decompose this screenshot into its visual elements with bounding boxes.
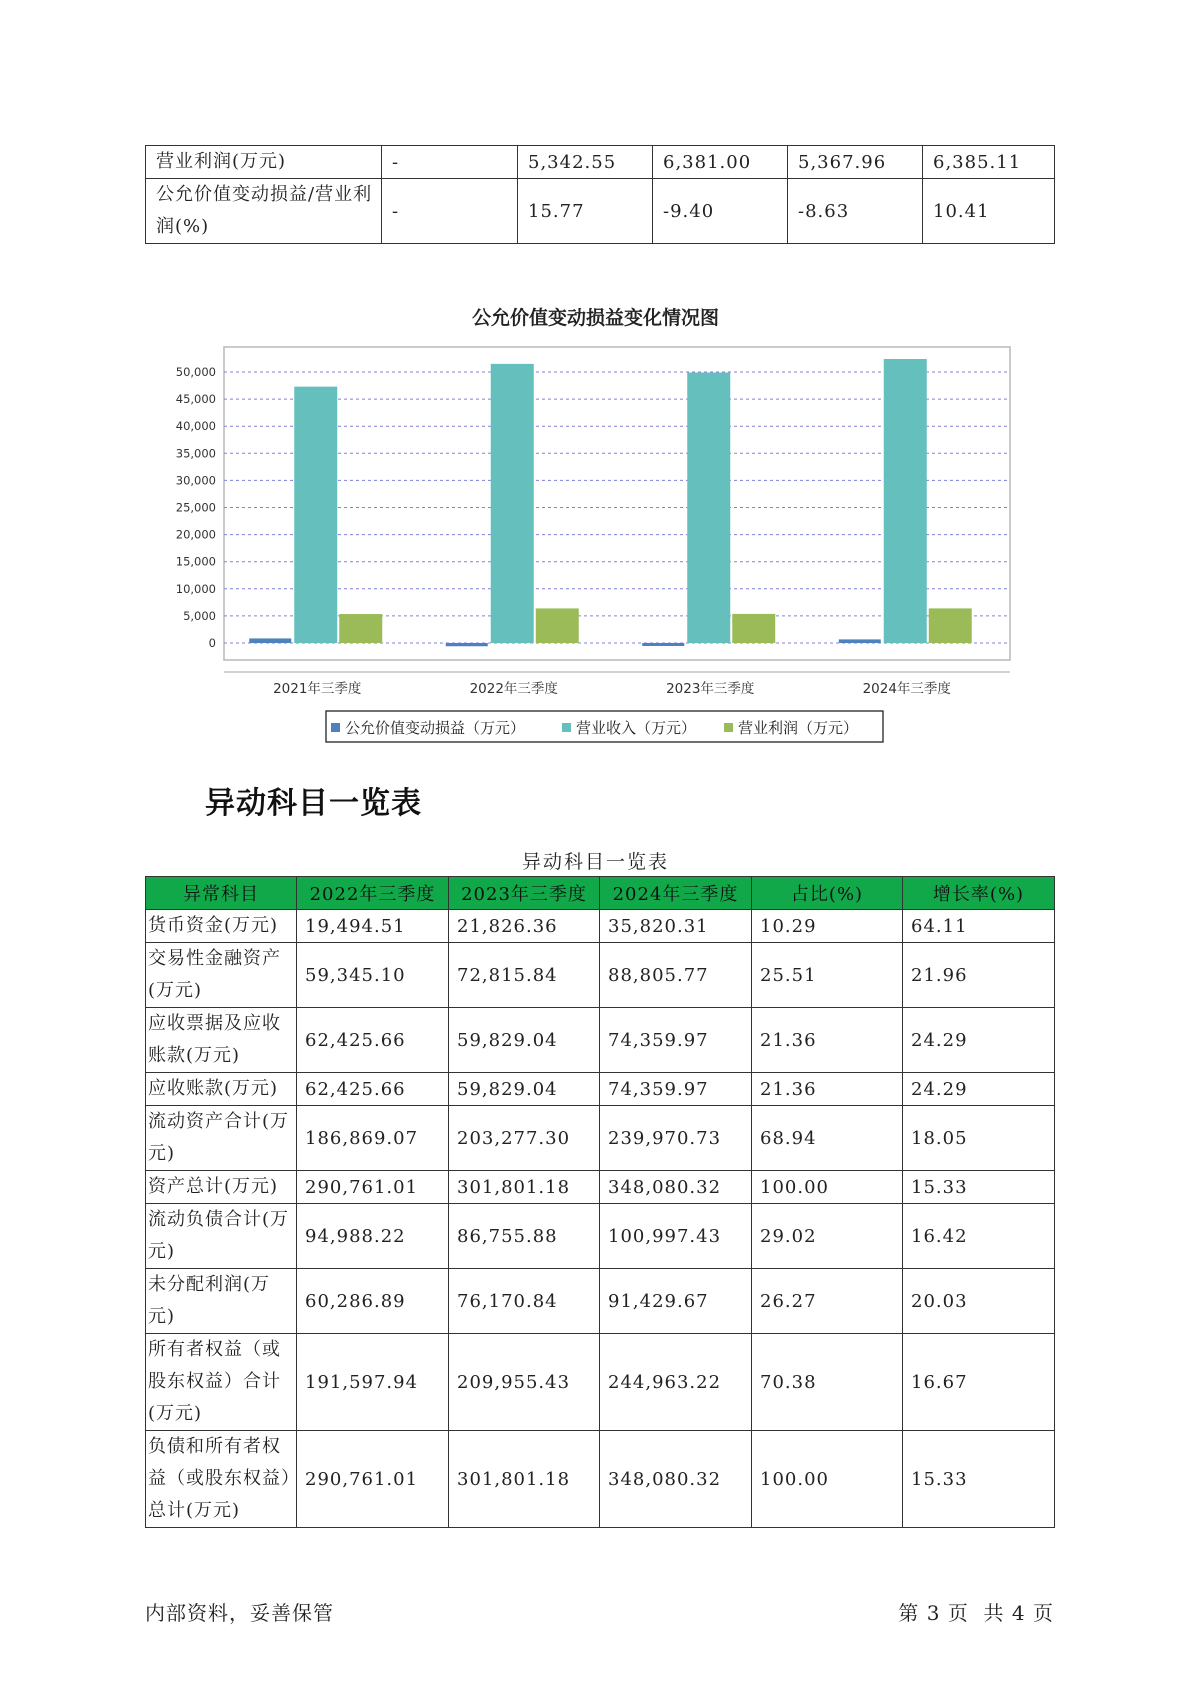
- legend-swatch: [331, 723, 340, 732]
- bar-3: [929, 608, 972, 643]
- row-label: 营业利润(万元): [146, 146, 382, 179]
- table-row: [146, 1204, 1055, 1269]
- value-cell: 10.29: [752, 910, 903, 943]
- x-tick-label: 2022年三季度: [469, 681, 558, 697]
- cell: -: [382, 146, 518, 179]
- footer-note: 内部资料，妥善保管: [145, 1601, 334, 1625]
- value-cell: 239,970.73: [600, 1106, 752, 1171]
- value-cell: 70.38: [752, 1334, 903, 1431]
- value-cell: 290,761.01: [297, 1431, 449, 1528]
- value-cell: 26.27: [752, 1269, 903, 1334]
- value-cell: 16.67: [903, 1334, 1055, 1431]
- cell: 5,367.96: [788, 146, 923, 179]
- value-cell: 348,080.32: [600, 1171, 752, 1204]
- column-header: 2023年三季度: [449, 877, 600, 910]
- value-cell: 91,429.67: [600, 1269, 752, 1334]
- value-cell: 18.05: [903, 1106, 1055, 1171]
- value-cell: 62,425.66: [297, 1073, 449, 1106]
- legend-swatch: [562, 723, 571, 732]
- value-cell: 186,869.07: [297, 1106, 449, 1171]
- chart-title: 公允价值变动损益变化情况图: [471, 307, 719, 329]
- table-row: [146, 1073, 1055, 1106]
- cell: 6,381.00: [653, 146, 788, 179]
- table-row: [146, 1171, 1055, 1204]
- table-row: [146, 910, 1055, 943]
- column-header: 2022年三季度: [297, 877, 449, 910]
- value-cell: 59,345.10: [297, 943, 449, 1008]
- bar-2: [491, 364, 534, 643]
- row-label: 公允价值变动损益/营业利润(%): [146, 179, 382, 244]
- value-cell: 19,494.51: [297, 910, 449, 943]
- bar-1: [249, 638, 291, 643]
- value-cell: 16.42: [903, 1204, 1055, 1269]
- category-cell: 货币资金(万元): [146, 910, 297, 943]
- value-cell: 24.29: [903, 1073, 1055, 1106]
- column-header: 占比(%): [752, 877, 903, 910]
- value-cell: 290,761.01: [297, 1171, 449, 1204]
- bar-2: [294, 387, 337, 643]
- value-cell: 244,963.22: [600, 1334, 752, 1431]
- value-cell: 301,801.18: [449, 1171, 600, 1204]
- section-title: 异动科目一览表: [205, 786, 422, 821]
- y-tick-label: 5,000: [183, 608, 216, 623]
- value-cell: 68.94: [752, 1106, 903, 1171]
- value-cell: 88,805.77: [600, 943, 752, 1008]
- category-cell: 负债和所有者权益（或股东权益）总计(万元): [146, 1431, 297, 1528]
- anomaly-table: [145, 876, 1055, 1528]
- bar-1: [839, 639, 881, 643]
- value-cell: 24.29: [903, 1008, 1055, 1073]
- y-tick-label: 30,000: [175, 473, 216, 488]
- bar-3: [732, 614, 775, 643]
- value-cell: 74,359.97: [600, 1008, 752, 1073]
- category-cell: 交易性金融资产(万元): [146, 943, 297, 1008]
- bar-chart: [0, 0, 1191, 760]
- y-tick-label: 15,000: [175, 554, 216, 569]
- bar-3: [536, 608, 579, 643]
- cell: 10.41: [923, 179, 1055, 244]
- column-header: 增长率(%): [903, 877, 1055, 910]
- category-cell: 所有者权益（或股东权益）合计(万元): [146, 1334, 297, 1431]
- value-cell: 94,988.22: [297, 1204, 449, 1269]
- y-tick-label: 0: [208, 636, 216, 650]
- x-tick-label: 2021年三季度: [273, 681, 362, 697]
- y-tick-label: 50,000: [175, 365, 216, 379]
- value-cell: 348,080.32: [600, 1431, 752, 1528]
- value-cell: 25.51: [752, 943, 903, 1008]
- y-tick-label: 25,000: [175, 500, 216, 515]
- value-cell: 74,359.97: [600, 1073, 752, 1106]
- value-cell: 100.00: [752, 1431, 903, 1528]
- table-row: [146, 1334, 1055, 1431]
- category-cell: 未分配利润(万元): [146, 1269, 297, 1334]
- value-cell: 21.96: [903, 943, 1055, 1008]
- legend-label: 营业利润（万元）: [738, 719, 859, 737]
- bar-1: [642, 643, 684, 646]
- value-cell: 64.11: [903, 910, 1055, 943]
- x-tick-label: 2023年三季度: [666, 681, 755, 697]
- bar-3: [339, 614, 382, 643]
- value-cell: 203,277.30: [449, 1106, 600, 1171]
- category-cell: 应收票据及应收账款(万元): [146, 1008, 297, 1073]
- value-cell: 72,815.84: [449, 943, 600, 1008]
- value-cell: 100,997.43: [600, 1204, 752, 1269]
- legend-label: 公允价值变动损益（万元）: [345, 719, 526, 737]
- bar-1: [446, 643, 488, 646]
- value-cell: 100.00: [752, 1171, 903, 1204]
- y-tick-label: 45,000: [175, 392, 216, 407]
- category-cell: 资产总计(万元): [146, 1171, 297, 1204]
- category-cell: 流动资产合计(万元): [146, 1106, 297, 1171]
- y-tick-label: 40,000: [175, 419, 216, 434]
- cell: -9.40: [653, 179, 788, 244]
- column-header: 2024年三季度: [600, 877, 752, 910]
- y-tick-label: 20,000: [175, 527, 216, 542]
- cell: 5,342.55: [518, 146, 653, 179]
- value-cell: 20.03: [903, 1269, 1055, 1334]
- value-cell: 209,955.43: [449, 1334, 600, 1431]
- value-cell: 15.33: [903, 1171, 1055, 1204]
- table-header-row: [146, 877, 1055, 910]
- table-row: [146, 943, 1055, 1008]
- value-cell: 86,755.88: [449, 1204, 600, 1269]
- table-row: [146, 1431, 1055, 1528]
- value-cell: 301,801.18: [449, 1431, 600, 1528]
- bar-2: [687, 373, 730, 643]
- bar-2: [884, 359, 927, 643]
- value-cell: 15.33: [903, 1431, 1055, 1528]
- page-number: 第 3 页 共 4 页: [898, 1601, 1054, 1625]
- x-tick-label: 2024年三季度: [862, 681, 951, 697]
- value-cell: 62,425.66: [297, 1008, 449, 1073]
- table-row: [146, 1269, 1055, 1334]
- value-cell: 21.36: [752, 1008, 903, 1073]
- y-tick-label: 10,000: [175, 581, 216, 596]
- legend-label: 营业收入（万元）: [576, 719, 697, 737]
- table-row: [146, 1106, 1055, 1171]
- table-row: [146, 1008, 1055, 1073]
- category-cell: 流动负债合计(万元): [146, 1204, 297, 1269]
- cell: 6,385.11: [923, 146, 1055, 179]
- legend-swatch: [724, 723, 733, 732]
- value-cell: 35,820.31: [600, 910, 752, 943]
- value-cell: 76,170.84: [449, 1269, 600, 1334]
- value-cell: 21,826.36: [449, 910, 600, 943]
- cell: -: [382, 179, 518, 244]
- cell: 15.77: [518, 179, 653, 244]
- value-cell: 60,286.89: [297, 1269, 449, 1334]
- value-cell: 191,597.94: [297, 1334, 449, 1431]
- table-caption: 异动科目一览表: [521, 851, 669, 873]
- value-cell: 21.36: [752, 1073, 903, 1106]
- value-cell: 29.02: [752, 1204, 903, 1269]
- y-tick-label: 35,000: [175, 446, 216, 461]
- cell: -8.63: [788, 179, 923, 244]
- category-cell: 应收账款(万元): [146, 1073, 297, 1106]
- value-cell: 59,829.04: [449, 1008, 600, 1073]
- value-cell: 59,829.04: [449, 1073, 600, 1106]
- column-header: 异常科目: [146, 877, 297, 910]
